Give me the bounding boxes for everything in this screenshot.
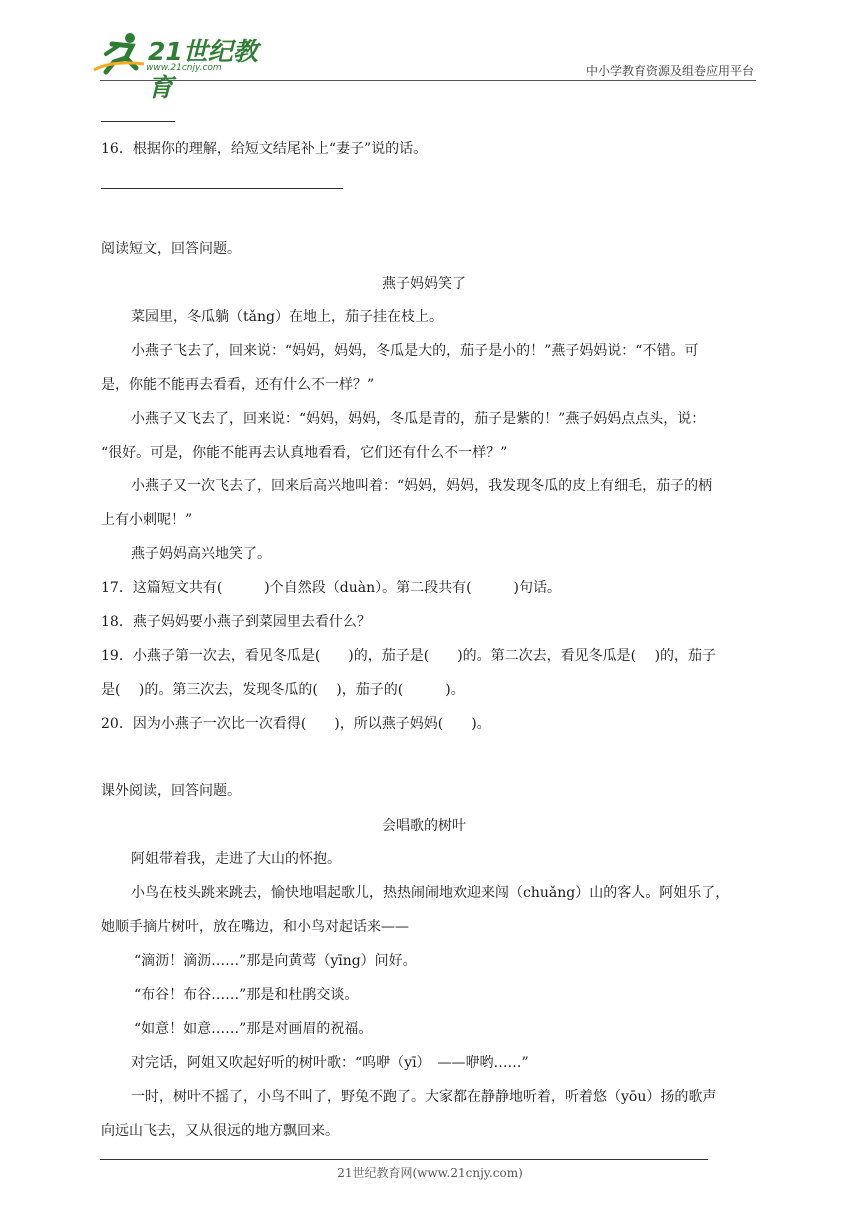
question-18: 18．燕子妈妈要小燕子到菜园里去看什么？ <box>101 614 371 630</box>
passage1-title: 燕子妈妈笑了 <box>382 276 466 292</box>
question-20: 20．因为小燕子一次比一次看得( )，所以燕子妈妈( )。 <box>101 716 491 732</box>
question-17: 17．这篇短文共有( )个自然段（duàn）。第二段共有( )句话。 <box>101 580 562 596</box>
section1-intro: 阅读短文，回答问题。 <box>101 241 241 257</box>
passage1-line: 上有小刺呢！” <box>101 512 193 528</box>
answer-line-16 <box>101 188 343 189</box>
answer-line-15 <box>101 121 175 122</box>
passage1-line: 小燕子又飞去了，回来说：“妈妈，妈妈，冬瓜是青的，茄子是紫的！”燕子妈妈点点头，说： <box>131 411 706 427</box>
passage2-line: “滴沥！滴沥……”那是向黄莺（yīng）问好。 <box>134 953 417 969</box>
page-header <box>0 0 860 102</box>
header-divider <box>100 80 756 81</box>
question-19: 19．小燕子第一次去，看见冬瓜是( )的，茄子是( )的。第二次去，看见冬瓜是( )的，茄子 <box>101 648 717 664</box>
passage2-line: 她顺手摘片树叶，放在嘴边，和小鸟对起话来—— <box>101 919 409 935</box>
footer-divider <box>100 1159 708 1160</box>
question-19-cont: 是( )的。第三次去，发现冬瓜的( )，茄子的( )。 <box>101 682 465 698</box>
passage2-line: 对完话，阿姐又吹起好听的树叶歌：“呜咿（yī） ——咿哟……” <box>131 1055 529 1071</box>
passage2-line: 向远山飞去，又从很远的地方飘回来。 <box>101 1123 339 1139</box>
passage2-title: 会唱歌的树叶 <box>382 818 466 834</box>
passage2-line: “布谷！布谷……”那是和杜鹃交谈。 <box>134 987 359 1003</box>
passage2-line: “如意！如意……”那是对画眉的祝福。 <box>134 1021 373 1037</box>
passage2-line: 阿姐带着我，走进了大山的怀抱。 <box>131 851 341 867</box>
passage2-line: 小鸟在枝头跳来跳去，愉快地唱起歌儿，热热闹闹地欢迎来闯（chuǎng）山的客人。阿姐乐了， <box>131 885 730 901</box>
question-16: 16．根据你的理解，给短文结尾补上“妻子”说的话。 <box>101 141 428 157</box>
page-footer: 21世纪教育网(www.21cnjy.com) <box>337 1166 523 1180</box>
passage1-line: 菜园里，冬瓜躺（tǎng）在地上，茄子挂在枝上。 <box>131 309 443 325</box>
passage1-line: 是，你能不能再去看看，还有什么不一样？” <box>101 377 375 393</box>
passage1-line: “很好。可是，你能不能再去认真地看看，它们还有什么不一样？” <box>101 445 508 461</box>
section2-intro: 课外阅读，回答问题。 <box>101 783 241 799</box>
runner-logo-icon <box>92 30 148 76</box>
platform-name: 中小学教育资源及组卷应用平台 <box>585 64 754 78</box>
passage1-line: 燕子妈妈高兴地笑了。 <box>131 546 271 562</box>
logo-text: 21世纪教育 <box>148 37 258 102</box>
passage1-line: 小燕子飞去了，回来说：“妈妈，妈妈，冬瓜是大的，茄子是小的！”燕子妈妈说：“不错。可 <box>131 343 699 359</box>
passage2-line: 一时，树叶不摇了，小鸟不叫了，野兔不跑了。大家都在静静地听着，听着悠（yōu）扬的歌声 <box>131 1089 717 1105</box>
logo-url: www.21cnjy.com <box>146 63 222 73</box>
site-logo <box>92 30 262 102</box>
passage1-line: 小燕子又一次飞去了，回来后高兴地叫着：“妈妈，妈妈，我发现冬瓜的皮上有细毛，茄子的柄 <box>131 478 713 494</box>
